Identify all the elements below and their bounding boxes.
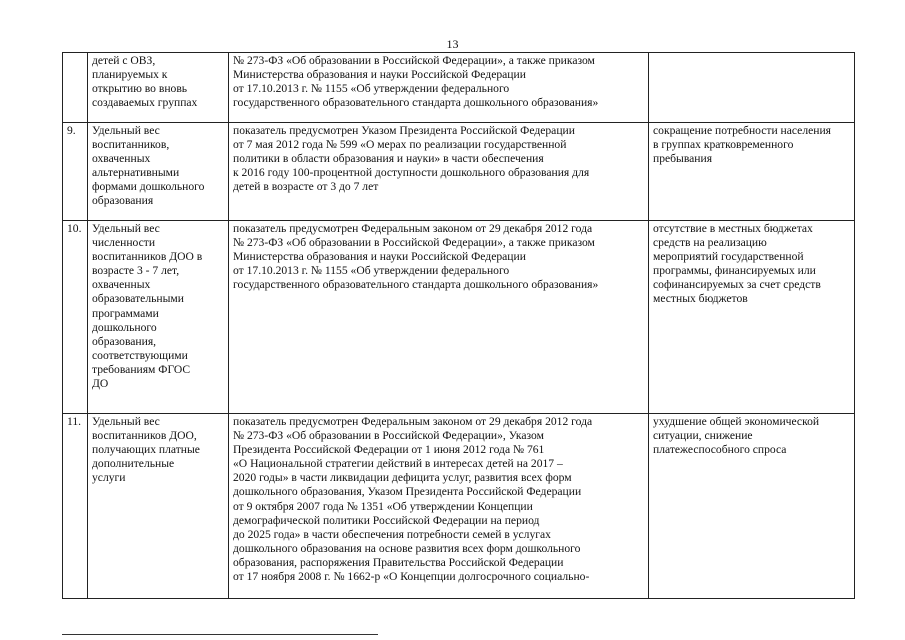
indicator-risks: сокращение потребности населения в группах кратковременного пребывания [649,123,855,221]
row-number: 9. [63,123,88,221]
indicator-basis: показатель предусмотрен Федеральным законом от 29 декабря 2012 года № 273-ФЗ «Об образовании в Российской Федерации», Указом Президента Российской Федерации от 1 июня 2012 года № 761 «О Национальной стратегии действий в интересах детей на 2017 – 2020 годы» в части ликвидации дефицита услуг, развития всех форм дошкольного образования, Указом Президента Российской Федерации от 9 октября 2007 года № 1351 «Об утверждении Концепции демографической политики Российской Федерации на период до 2025 года» в части обеспечения потребности семей в услугах дошкольного образования на основе развития всех форм дошкольного образования, распоряжения Правительства Российской Федерации от 17 ноября 2008 г. № 1662-р «О Концепции долгосрочного социально- [229,414,649,599]
indicator-risks: ухудшение общей экономической ситуации, снижение платежеспособного спроса [649,414,855,599]
indicator-risks: отсутствие в местных бюджетах средств на реализацию мероприятий государственной программы, финансируемых или софинансируемых за счет средств местных бюджетов [649,221,855,414]
indicator-basis: № 273-ФЗ «Об образовании в Российской Федерации», а также приказом Министерства образования и науки Российской Федерации от 17.10.2013 г. № 1155 «Об утверждении федерального государственного образовательного стандарта дошкольного образования» [229,53,649,123]
table-row [63,53,855,123]
indicator-basis: показатель предусмотрен Указом Президента Российской Федерации от 7 мая 2012 года № 599 «О мерах по реализации государственной политики в области образования и науки» в части обеспечения к 2016 году 100-процентной доступности дошкольного образования для детей в возрасте от 3 до 7 лет [229,123,649,221]
row-number [63,53,88,123]
footnote-rule [62,634,378,635]
row-number: 10. [63,221,88,414]
indicator-name: Удельный вес численности воспитанников ДОО в возрасте 3 - 7 лет, охваченных образовательными программами дошкольного образования, соответствующими требованиям ФГОС ДО [88,221,229,414]
indicator-name: Удельный вес воспитанников ДОО, получающих платные дополнительные услуги [88,414,229,599]
indicator-risks [649,53,855,123]
row-number: 11. [63,414,88,599]
indicator-name: детей с ОВЗ, планируемых к открытию во вновь создаваемых группах [88,53,229,123]
table-row [63,221,855,414]
indicator-name: Удельный вес воспитанников, охваченных альтернативными формами дошкольного образования [88,123,229,221]
indicators-table [62,52,855,599]
page-number: 13 [446,37,459,51]
table-row [63,414,855,599]
table-row [63,123,855,221]
indicator-basis: показатель предусмотрен Федеральным законом от 29 декабря 2012 года № 273-ФЗ «Об образовании в Российской Федерации», а также приказом Министерства образования и науки Российской Федерации от 17.10.2013 г. № 1155 «Об утверждении федерального государственного образовательного стандарта дошкольного образования» [229,221,649,414]
